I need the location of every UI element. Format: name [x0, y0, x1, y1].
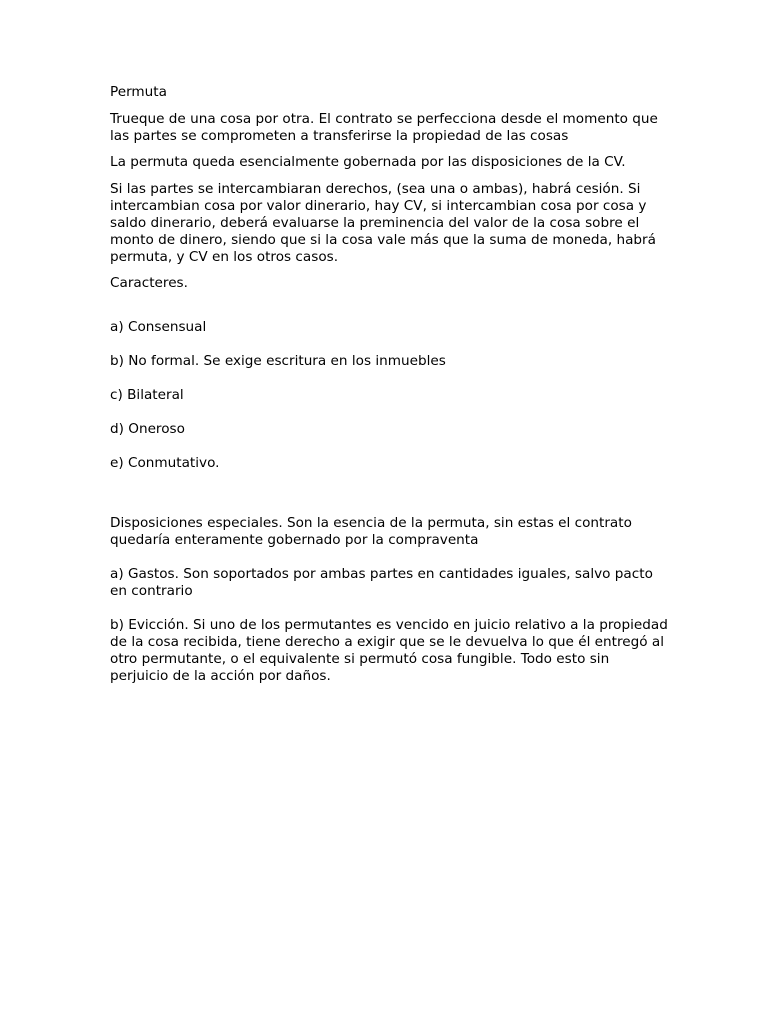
list-item: c) Bilateral [110, 386, 184, 403]
paragraph-governance: La permuta queda esencialmente gobernada por las disposiciones de la CV. [110, 154, 626, 170]
list-item: d) Oneroso [110, 420, 185, 437]
caracteres-heading: Caracteres. [110, 275, 188, 291]
document-body [110, 84, 670, 712]
disposicion-gastos: a) Gastos. Son soportados por ambas partes en cantidades iguales, salvo pacto en contrario [110, 566, 653, 599]
list-item: e) Conmutativo. [110, 454, 220, 471]
disposiciones-section [110, 498, 670, 702]
list-item: a) Consensual [110, 318, 207, 335]
disposiciones-intro: Disposiciones especiales. Son la esencia de la permuta, sin estas el contrato quedaría enteramente gobernado por la compraventa [110, 515, 632, 548]
document-title: Permuta [110, 84, 167, 100]
paragraph-exchange-rules: Si las partes se intercambiaran derechos, (sea una o ambas), habrá cesión. Si intercambian cosa por valor dinerario, hay CV, si intercambian cosa por cosa y saldo dinerario, deberá evaluarse la preminencia del valor de la cosa sobre el monto de dinero, siendo que si la cosa vale más que la suma de moneda, habrá permuta, y CV en los otros casos. [110, 180, 656, 265]
paragraph-intro: Trueque de una cosa por otra. El contrato se perfecciona desde el momento que las partes se comprometen a transferirse la propiedad de las cosas [110, 110, 658, 144]
caracteres-list [110, 302, 670, 489]
disposicion-eviccion: b) Evicción. Si uno de los permutantes es vencido en juicio relativo a la propiedad de la cosa recibida, tiene derecho a exigir que se le devuelva lo que él entregó al otro permutante, o el equivalente si permutó cosa fungible. Todo esto sin perjuicio de la acción por daños. [110, 617, 668, 684]
list-item: b) No formal. Se exige escritura en los inmuebles [110, 352, 446, 369]
